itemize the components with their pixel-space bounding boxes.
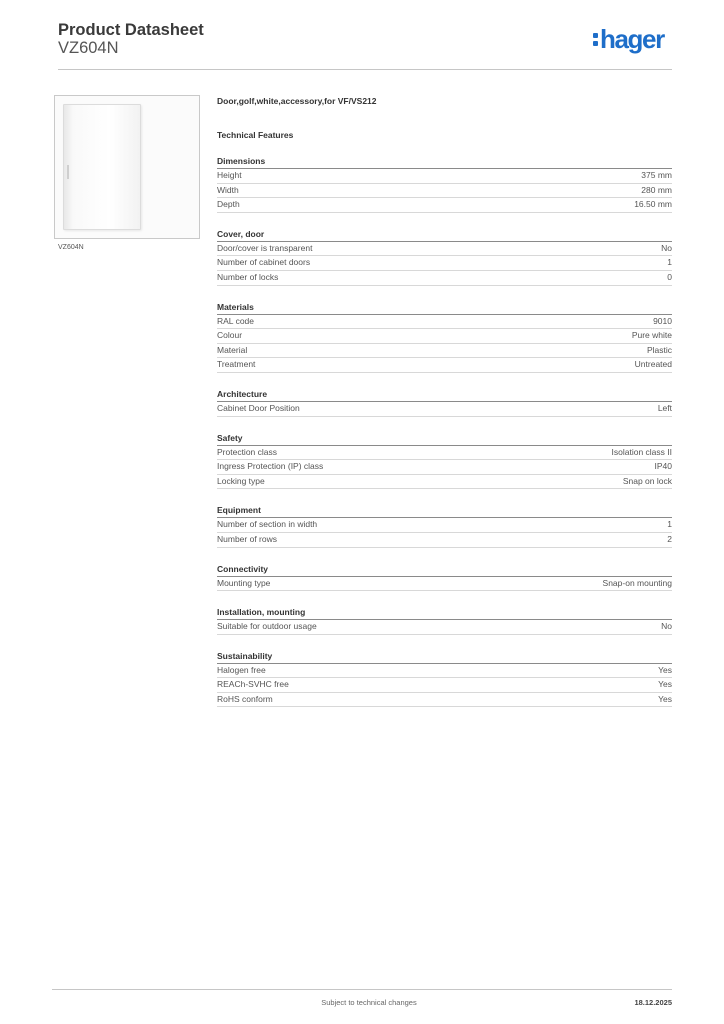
spec-label: Number of section in width — [217, 519, 318, 530]
spec-row — [217, 271, 672, 286]
spec-row — [217, 533, 672, 548]
footer-divider — [52, 989, 672, 990]
spec-value: 16.50 mm — [634, 199, 672, 210]
spec-section — [217, 433, 672, 490]
spec-value: Pure white — [631, 330, 672, 341]
product-image — [54, 95, 200, 239]
page-title: Product Datasheet — [58, 21, 204, 39]
spec-value: 2 — [667, 533, 672, 544]
spec-row — [217, 184, 672, 199]
spec-row — [217, 198, 672, 213]
spec-value: 1 — [667, 257, 672, 268]
section-title: Materials — [217, 302, 672, 315]
spec-row — [217, 242, 672, 257]
spec-value: Yes — [658, 693, 672, 704]
spec-row — [217, 256, 672, 271]
spec-label: REACh-SVHC free — [217, 679, 289, 690]
section-title: Equipment — [217, 505, 672, 518]
spec-value: Left — [657, 402, 672, 413]
spec-label: Door/cover is transparent — [217, 242, 313, 253]
spec-value: 1 — [667, 519, 672, 530]
spec-row — [217, 329, 672, 344]
footer-note: Subject to technical changes — [321, 998, 417, 1007]
spec-row — [217, 577, 672, 592]
spec-value: Plastic — [646, 344, 672, 355]
spec-label: RoHS conform — [217, 693, 273, 704]
hinge-mark — [67, 165, 69, 179]
spec-value: No — [661, 242, 672, 253]
section-title: Cover, door — [217, 229, 672, 242]
spec-value: 9010 — [653, 315, 672, 326]
spec-label: Suitable for outdoor usage — [217, 621, 317, 632]
spec-label: Halogen free — [217, 664, 266, 675]
spec-value: Yes — [658, 679, 672, 690]
spec-label: Ingress Protection (IP) class — [217, 461, 324, 472]
spec-content — [217, 96, 672, 707]
spec-label: RAL code — [217, 315, 255, 326]
spec-section — [217, 156, 672, 213]
spec-label: Depth — [217, 199, 240, 210]
spec-label: Width — [217, 184, 239, 195]
spec-value: 280 mm — [641, 184, 672, 195]
spec-row — [217, 315, 672, 330]
logo-dots-icon — [593, 31, 599, 48]
section-title: Architecture — [217, 389, 672, 402]
spec-value: No — [661, 621, 672, 632]
spec-row — [217, 693, 672, 708]
spec-row — [217, 402, 672, 417]
spec-section — [217, 389, 672, 417]
spec-row — [217, 678, 672, 693]
spec-label: Locking type — [217, 475, 265, 486]
spec-label: Number of cabinet doors — [217, 257, 311, 268]
spec-label: Height — [217, 170, 242, 180]
logo-text: hager — [600, 24, 664, 54]
spec-section — [217, 505, 672, 547]
spec-value: Untreated — [634, 359, 672, 370]
product-description: Door,golf,white,accessory,for VF/VS212 — [217, 96, 377, 106]
spec-row — [217, 358, 672, 373]
spec-label: Number of rows — [217, 533, 277, 544]
section-title: Installation, mounting — [217, 607, 672, 620]
spec-section — [217, 302, 672, 373]
spec-section — [217, 607, 672, 635]
spec-label: Protection class — [217, 446, 277, 457]
spec-row — [217, 460, 672, 475]
spec-label: Cabinet Door Position — [217, 402, 300, 413]
spec-section — [217, 229, 672, 286]
spec-sections — [217, 156, 672, 707]
spec-value: IP40 — [654, 461, 672, 472]
spec-section — [217, 564, 672, 592]
section-title: Dimensions — [217, 156, 672, 169]
section-title: Connectivity — [217, 564, 672, 577]
spec-value: Isolation class II — [611, 446, 672, 457]
spec-row — [217, 446, 672, 461]
product-code: VZ604N — [58, 39, 119, 57]
spec-label: Treatment — [217, 359, 256, 370]
spec-row — [217, 344, 672, 359]
spec-label: Number of locks — [217, 271, 279, 282]
spec-value: Snap on lock — [622, 475, 672, 486]
spec-value: Snap-on mounting — [602, 577, 672, 588]
image-caption: VZ604N — [58, 244, 84, 251]
section-title: Safety — [217, 433, 672, 446]
spec-section — [217, 651, 672, 708]
brand-logo — [593, 26, 664, 52]
spec-row — [217, 664, 672, 679]
spec-row — [217, 518, 672, 533]
spec-label: Colour — [217, 330, 243, 341]
technical-features-title: Technical Features — [217, 130, 294, 140]
header-divider — [58, 69, 672, 70]
spec-value: 0 — [667, 271, 672, 282]
spec-value: Yes — [658, 664, 672, 675]
section-title: Sustainability — [217, 651, 672, 664]
spec-row — [217, 620, 672, 635]
footer-date: 18.12.2025 — [634, 998, 672, 1007]
door-panel-image — [63, 104, 141, 230]
spec-row — [217, 475, 672, 490]
spec-row — [217, 169, 672, 184]
spec-label: Material — [217, 344, 248, 355]
spec-value: 375 mm — [641, 170, 672, 180]
spec-label: Mounting type — [217, 577, 271, 588]
